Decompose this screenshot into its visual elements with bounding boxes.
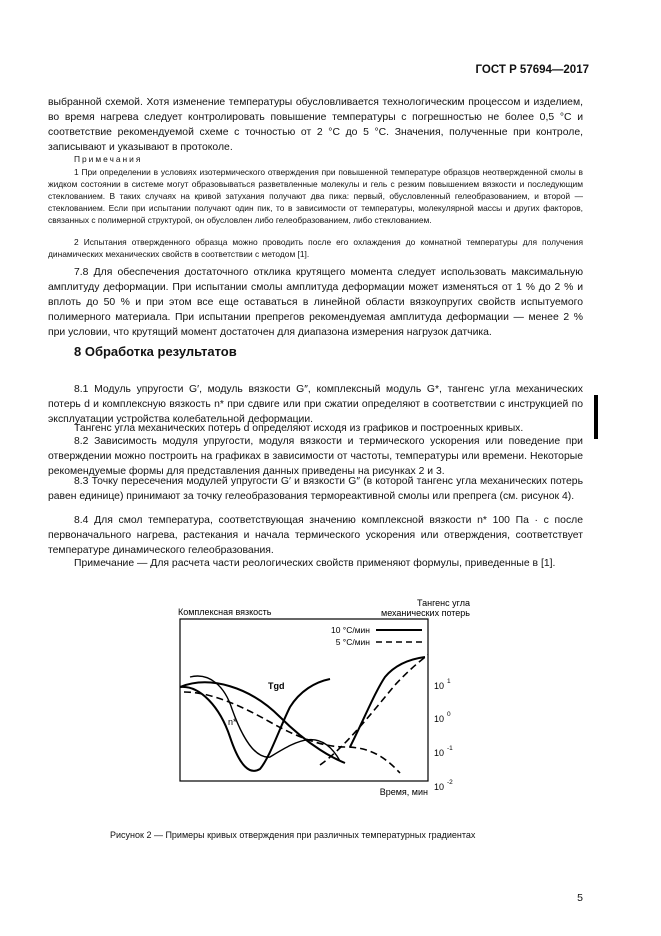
tick-label-minus1 xyxy=(434,745,453,758)
svg-text:10: 10 xyxy=(434,782,445,792)
intro-paragraph: выбранной схемой. Хотя изменение температуры обусловливается технологическим процессом и изделием, во время нагрева следует контролировать повышение температуры с погрешностью не более 0,5 °С и соответствие рекомендуемой схеме с точностью от 2 °С до 5 °С. Значения, полученные при контроле, записывают и указывают в протоколе. xyxy=(48,97,583,153)
paragraph-8-3: 8.3 Точку пересечения модулей упругости G′ и вязкости G″ (в которой тангенс угла механических потерь равен единице) принимают за точку гелеобразования термореактивной смолы или препрега (см. рисунок 4). xyxy=(48,476,583,502)
note-1: 1 При определении в условиях изотермического отверждения при повышенной температуре образцов неотвержденной смолы в жидком состоянии в системе могут образовываться разветвленные молекулы и гель с резким повышением вязкости и последующим стеклованием. В таких случаях на кривой затухания получают два пика: первый, обусловленный гелеобразованием, и второй — стеклованием. Если при испытании получают один пик, то в зависимости от температуры, молекулярной массы и других факторов, связанных с полимерной структурой, он обусловлен либо гелеобразованием, либо стеклованием. xyxy=(48,167,583,225)
svg-text:0: 0 xyxy=(447,711,451,718)
ylabel-left: Комплексная вязкость xyxy=(178,607,272,617)
page-number: 5 xyxy=(577,892,583,904)
tick-label-minus2 xyxy=(434,779,453,792)
tgd-curve-10 xyxy=(180,679,330,771)
paragraph-8-1: 8.1 Модуль упругости G′, модуль вязкости G″, комплексный модуль G*, тангенс угла механических потерь d и комплексную вязкость n* при сдвиге или при сжатии определяют в соответствии с инструкцией по эксплуатации устройства колебательной деформации. xyxy=(48,384,583,425)
revision-bar xyxy=(594,395,598,439)
svg-text:10: 10 xyxy=(434,681,445,691)
xlabel: Время, мин xyxy=(379,787,428,797)
ylabel-right-1: Тангенс угла xyxy=(417,598,470,608)
legend-label-5: 5 °С/мин xyxy=(335,637,370,647)
tick-label-0 xyxy=(434,711,451,724)
plot-frame xyxy=(180,619,428,781)
tgd-curve-late xyxy=(350,657,425,747)
curing-curves-figure xyxy=(170,597,490,825)
svg-text:1: 1 xyxy=(447,678,451,685)
tick-label-1 xyxy=(434,678,451,691)
svg-text:10: 10 xyxy=(434,714,445,724)
paragraph-7-8: 7.8 Для обеспечения достаточного отклика крутящего момента следует использовать максимальную амплитуду деформации. При испытании смолы амплитуда деформации может изменяться от 1 % до 2 % и вплоть до 50 % и при этом все еще оставаться в линейной области вязкоупругих свойств испытуемого полимерного материала. При испытании препрегов рекомендуемая амплитуда деформации — менее 2 % при условии, что крутящий момент достаточен для диапазона измерения нагрузок датчика. xyxy=(48,267,583,338)
note-paragraph: Примечание — Для расчета части реологических свойств применяют формулы, приведенные в [1]. xyxy=(74,558,556,569)
notes-label: Примечания xyxy=(74,154,143,164)
note-2: 2 Испытания отвержденного образца можно проводить после его охлаждения до комнатной температуры для получения динамических механических свойств в соответствии с методом [1]. xyxy=(48,237,583,259)
section-title: 8 Обработка результатов xyxy=(74,344,237,359)
paragraph-8-2: 8.2 Зависимость модуля упругости, модуля вязкости и термического ускорения или поведение при отверждении можно построить на графиках в зависимости от частоты, температуры или времени. Некоторые рекомендуемые формы для представления данных приведены на рисунках 2 и 3. xyxy=(48,436,583,477)
label-tgd: Tgd xyxy=(268,681,285,691)
svg-text:-2: -2 xyxy=(447,779,453,786)
paragraph-8-4: 8.4 Для смол температура, соответствующая значению комплексной вязкости n* 100 Па · с после первоначального нагрева, растекания и начала термического ускорения или отверждения, соответствует температуре динамического гелеобразования. xyxy=(48,515,583,556)
figure-caption: Рисунок 2 — Примеры кривых отверждения при различных температурных градиентах xyxy=(110,830,476,840)
svg-text:10: 10 xyxy=(434,748,445,758)
svg-text:-1: -1 xyxy=(447,745,453,752)
document-header: ГОСТ Р 57694—2017 xyxy=(475,64,589,76)
label-n-star: n* xyxy=(228,717,237,727)
ylabel-right-2: механических потерь xyxy=(381,608,470,618)
tgd-curve-5 xyxy=(320,655,428,765)
viscosity-curve-10 xyxy=(180,682,345,763)
legend-label-10: 10 °С/мин xyxy=(330,625,370,635)
paragraph-8-1b: Тангенс угла механических потерь d определяют исходя из графиков и построенных кривых. xyxy=(74,423,524,434)
